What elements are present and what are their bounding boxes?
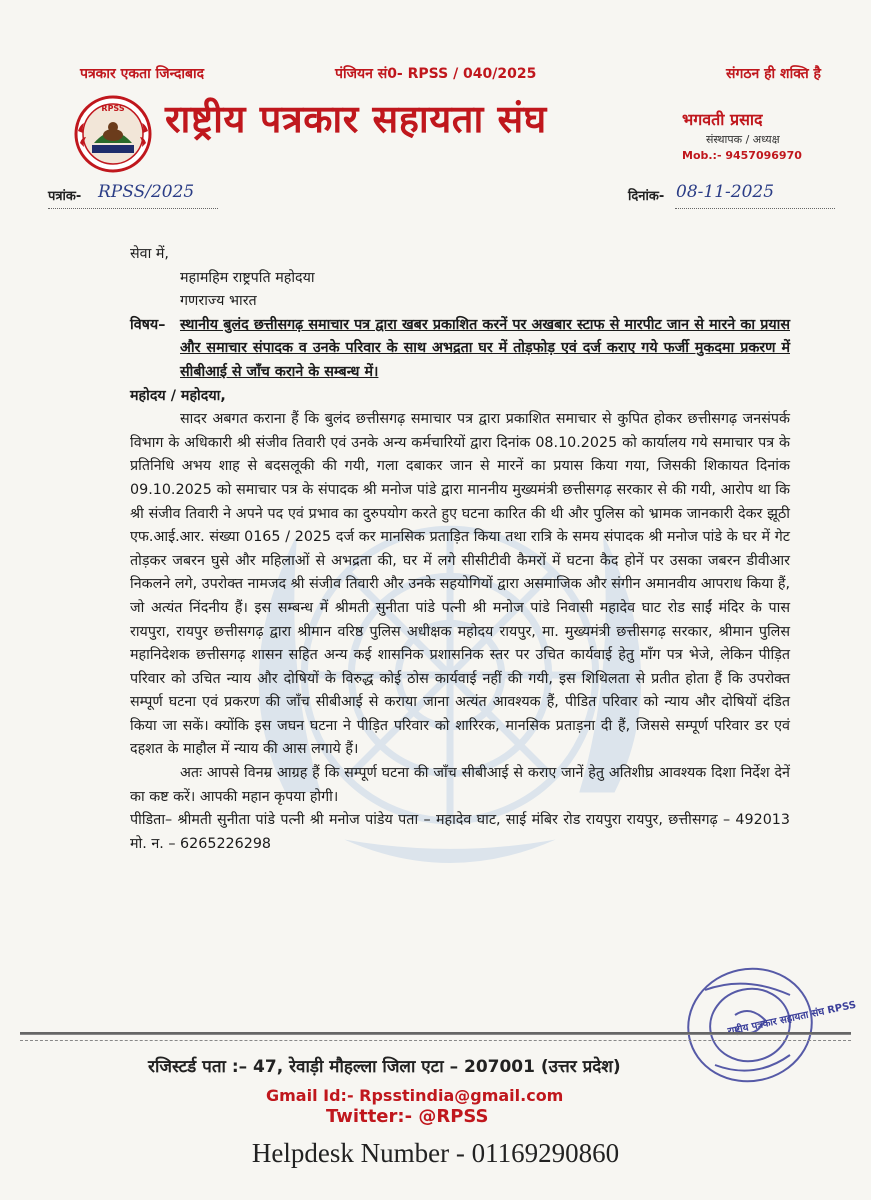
founder-title: संस्थापक / अध्यक्ष [706, 133, 780, 146]
twitter-handle: Twitter:- @RPSS [326, 1106, 489, 1127]
date-dotted-line [675, 208, 835, 209]
logo-text: RPSS [101, 104, 125, 113]
paragraph-1: सादर अबगत कराना हैं कि बुलंद छत्तीसगढ़ समाचार पत्र द्वारा प्रकाशित समाचार से कुपित होकर छत्तीसगढ़ जनसंपर्क विभाग के अधिकारी श्री संजीव तिवारी एवं उनके अन्य कर्मचारियों द्वारा दिनांक 08.10.2025 को कार्यालय गये समाचार पत्र के प्रतिनिधि अभय शाह से बदसलूकी की गयी, गला दबाकर जान से मारनें का प्रयास किया गया, जिसकी शिकायत दिनांक 09.10.2025 को समाचार पत्र के संपादक श्री मनोज पांडे द्वारा माननीय मुख्यमंत्री छत्तीसगढ़ सरकार से की गयी, आरोप था कि श्री संजीव तिवारी ने अपने पद एवं प्रभाव का दुरुपयोग करते हुए घटना कारित की थी और पुलिस को भ्रामक जानकारी देकर झूठी एफ.आई.आर. संख्या 0165 / 2025 दर्ज कर मानसिक प्रताड़ित किया तथा रात्रि के समय संपादक श्री मनोज पांडे के घर में गेट तोड़कर जबरन घुसे और महिलाओं से अभद्रता की, घर में लगे सीसीटीवी कैमरों में घटना कैद होनें पर उसका जबरन डीवीआर निकलने लगे, उपरोक्त नामजद श्री संजीव तिवारी और उनके सहयोगियों द्वारा असमाजिक और संगीन अमानवीय आपराध किया हैं, जो अत्यंत निंदनीय हैं। इस सम्बन्ध में श्रीमती सुनीता पांडे पत्नी श्री मनोज पांडे निवासी महादेव घाट रोड साईं मंदिर के पास रायपुरा, रायपुर छत्तीसगढ़ द्वारा श्रीमान वरिष्ठ पुलिस अधीक्षक महोदय रायपुर, मा. मुख्यमंत्री छत्तीसगढ़ सरकार, श्रीमान पुलिस महानिदेशक छत्तीसगढ़ शासन सहित अन्य कई शासनिक प्रशासनिक स्तर पर उचित कार्यवाई हेतु माँग पत्र भेजे, लेकिन पीड़ित परिवार को उचित न्याय और दोषियों के विरुद्ध कोई ठोस कार्यवाई नहीं की गयी, इस शिथिलता से प्रतीत होता हैं कि उपरोक्त सम्पूर्ण घटना एवं प्रकरण की जाँच सीबीआई से कराया जाना अत्यंत आवश्यक हैं, पीडित परिवार को न्याय और दोषियों दंडित किया जा सकें। क्योंकि इस जघन घटना ने पीड़ित परिवार को शारिरक, मानसिक प्रताड़ना दी हैं, जिससे सम्पूर्ण परिवार डर एवं दहशत के माहौल में न्याय की आस लगाये हैं। [130, 411, 790, 758]
org-logo [74, 95, 152, 173]
salutation-to: सेवा में, [130, 246, 169, 262]
letter-body [130, 243, 790, 856]
ref-dotted-line [48, 208, 218, 209]
paragraph-2: अतः आपसे विनम्र आग्रह हैं कि सम्पूर्ण घटना की जाँच सीबीआई से कराए जानें हेतु अतिशीघ्र आवश्यक दिशा निर्देश देनें का कष्ट करें। आपकी महान कृपया होगी। [130, 765, 790, 805]
subject-row [130, 314, 790, 385]
stamp-text: राष्ट्रीय पत्रकार सहायता संघ RPSS [726, 999, 858, 1038]
reference-row [48, 182, 836, 208]
addressee-line-1: महामहिम राष्ट्रपति महोदया [180, 269, 315, 286]
email-address: Gmail Id:- Rpsstindia@gmail.com [266, 1086, 564, 1105]
slogan-left: पत्रकार एकता जिन्दाबाद [80, 66, 205, 82]
org-name: राष्ट्रीय पत्रकार सहायता संघ [165, 97, 547, 141]
founder-name: भगवती प्रसाद [682, 110, 763, 129]
slogan-right: संगठन ही शक्ति है [726, 66, 821, 82]
letterhead-top-row [60, 64, 821, 86]
footer-rule-bottom [20, 1040, 851, 1041]
ref-label: पत्रांक- [48, 189, 82, 204]
addressee-line-2: गणराज्य भारत [180, 293, 257, 310]
founder-mobile: Mob.:- 9457096970 [682, 149, 802, 162]
helpdesk-number: Helpdesk Number - 01169290860 [251, 1138, 620, 1168]
registered-address: रजिस्टर्ड पता :– 47, रेवाड़ी मौहल्ला जिला एटा – 207001 (उत्तर प्रदेश) [148, 1057, 621, 1077]
founder-block [682, 108, 832, 162]
victim-details: पीडिता– श्रीमती सुनीता पांडे पत्नी श्री मनोज पांडेय पता – महादेव घाट, साई मंबिर रोड रायपुरा रायपुर, छत्तीसगढ़ – 492013 मो. न. – 6265226298 [130, 812, 790, 852]
official-stamp [675, 960, 858, 1090]
date-label: दिनांक- [628, 189, 665, 204]
subject-text: स्थानीय बुलंद छत्तीसगढ़ समाचार पत्र द्वारा खबर प्रकाशित करनें पर अखबार स्टाफ से मारपीट जान से मारने का प्रयास और समाचार संपादक व उनके परिवार के साथ अभद्रता घर में तोड़फोड़ एवं दर्ज कराए गये फर्जी मुकदमा प्रकरण में सीबीआई से जाँच कराने के सम्बन्ध में। [180, 316, 790, 380]
date-value: 08-11-2025 [676, 182, 775, 202]
registration-number: पंजियन सं0- RPSS / 040/2025 [335, 66, 537, 82]
footer-rule-top [20, 1032, 851, 1035]
subject-label: विषय– [130, 316, 166, 333]
greeting: महोदय / महोदया, [130, 387, 226, 404]
ref-value: RPSS/2025 [98, 182, 195, 202]
